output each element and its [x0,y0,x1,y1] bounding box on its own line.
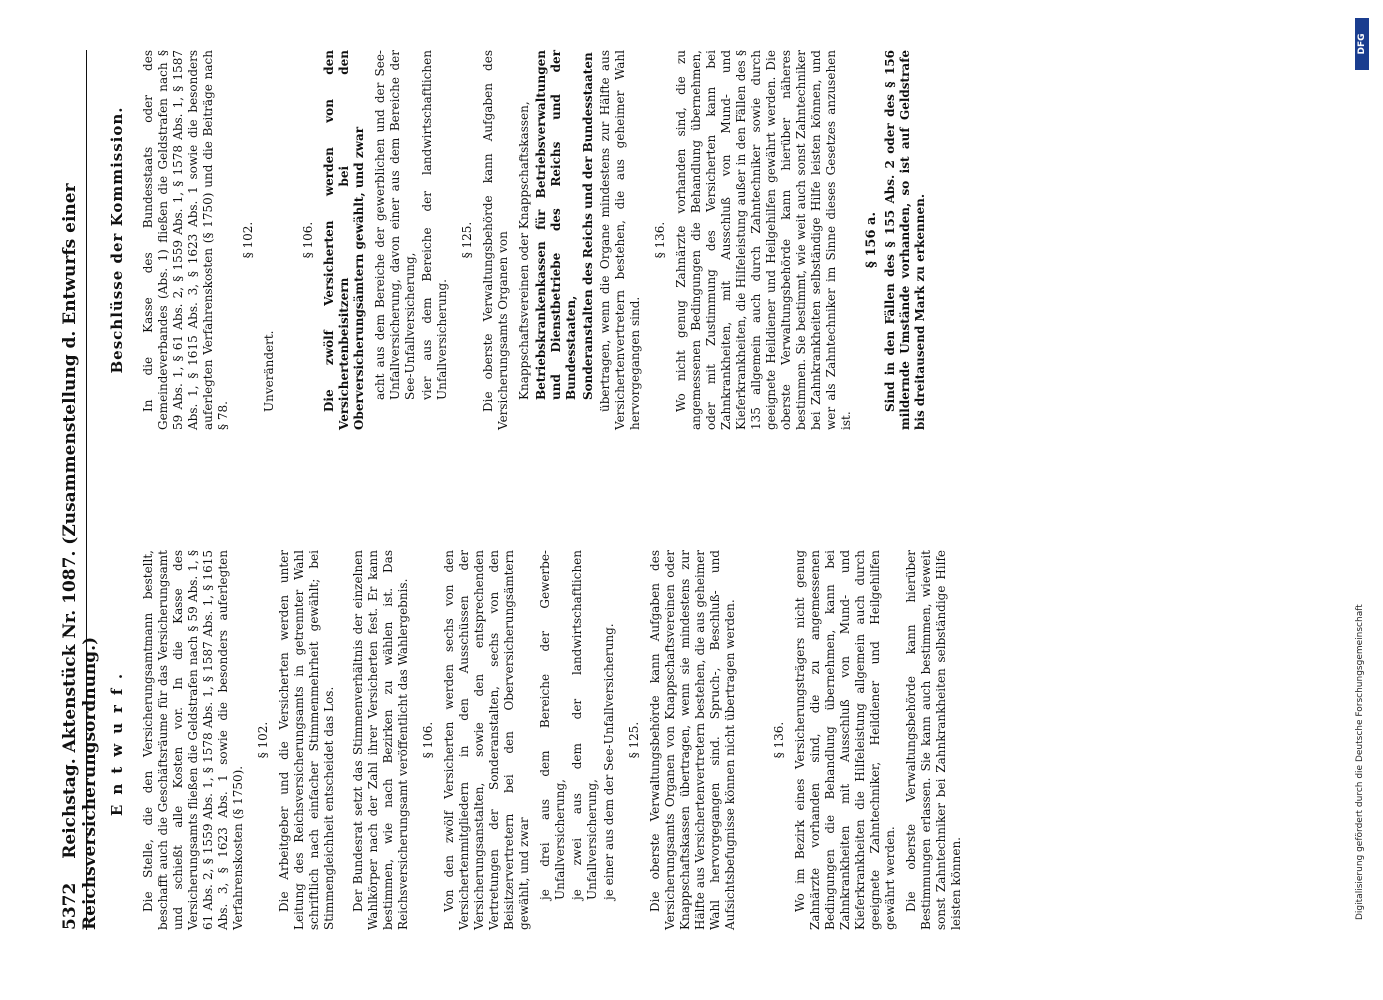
draft-paragraph: Von den zwölf Versicherten werden sechs von den Versichertenmitgliedern in den Ausschüssen der Versicherungsanstalten, sowie den entsprechenden Vertretungen der Sonderanstalten, sechs von den Beisitzervertretern bei den Oberversicherungsämtern gewählt, und zwar [442,550,531,930]
commission-paragraph: Die zwölf Versicherten werden von den Versichertenbeisitzern bei den Oberversicherungsämtern gewählt, und zwar [322,50,366,430]
section-number: § 136. [772,721,786,759]
section-number: § 102. [241,221,255,259]
draft-paragraph: Die oberste Verwaltungsbehörde kann Aufgaben des Versicherungsamts Organen von Knappschaftsvereinen oder Knappschaftskassen übertragen, wenn sie mindestens zur Hälfte aus Versichertenvertretern bestehen, die aus geheimer Wahl hervorgegangen sind. Spruch-, Beschluß- und Aufsichtsbefugnisse können nicht übertragen werden. [648,550,737,930]
draft-paragraph: Die oberste Verwaltungsbehörde kann hierüber Bestimmungen erlassen. Sie kann auch bestimmen, wieweit sonst Zahntechniker bei Zahnkrankheiten selbständige Hilfe leisten können. [904,550,963,930]
commission-list-item: Knappschaftsvereinen oder Knappschaftskassen, [517,101,531,400]
commission-paragraph: Wo nicht genug Zahnärzte vorhanden sind, die zu angemessenen Bedingungen die Behandlung übernehmen, oder mit Zustimmung des Versicherten kann bei Zahnkrankheiten, mit Ausschluß von Mund- und Kieferkrankheiten, die Hilfeleistung außer in den Fällen des § 135 allgemein auch durch Zahntechniker sowie durch geeignete Heildiener und Heilgehilfen gewährt werden. Die oberste Verwaltungsbehörde kann hierüber näheres bestimmen. Sie bestimmt, wie weit auch sonst Zahntechniker bei Zahnkrankheiten selbständige Hilfe leisten können, und wer als Zahntechniker im Sinne dieses Gesetzes anzusehen ist. [674,50,853,430]
draft-list-item: je einer aus dem der See-Unfallversicherung. [602,623,616,900]
header-rule [86,50,87,930]
page-header [60,50,100,930]
commission-paragraph: Die oberste Verwaltungsbehörde kann Aufgaben des Versicherungsamts Organen von [481,50,510,430]
draft-list-item: je zwei aus dem der landwirtschaftlichen Unfallversicherung, [570,550,599,900]
commission-list-item: acht aus dem Bereiche der gewerblichen und der See-Unfallversicherung, davon einer aus dem Bereiche der See-Unfallversicherung, [373,50,417,400]
commission-paragraph: übertragen, wenn die Organe mindestens zur Hälfte aus Versichertenvertretern bestehen, die aus geheimer Wahl hervorgegangen sind. [598,50,642,430]
section-number: § 156 a. [864,212,879,268]
draft-paragraph: Wo im Bezirk eines Versicherungsträgers nicht genug Zahnärzte vorhanden sind, die zu angemessenen Bedingungen die Behandlung übernehmen, kann bei Zahnkrankheiten mit Ausschluß von Mund- und Kieferkrankheiten die Hilfeleistung allgemein auch durch geeignete Zahntechniker, Heildiener und Heilgehilfen gewährt werden. [793,550,897,930]
section-number: § 106. [301,221,315,259]
document-title: Reichstag. Aktenstück Nr. 1087. (Zusammenstellung d. Entwurfs einer Reichsversicherungsordnung.) [60,183,100,930]
commission-list-item: Sonderanstalten des Reichs und der Bundesstaaten [581,52,595,400]
commission-list-item: vier aus dem Bereiche der landwirtschaftlichen Unfallversicherung. [420,50,449,400]
draft-heading: Entwurf. [108,663,126,817]
draft-paragraph: Der Bundesrat setzt das Stimmenverhältnis der einzelnen Wahlkörper nach der Zahl ihrer Versicherten fest. Er kann bestimmen, wie nach Bezirken zu wählen ist. Das Reichsversicherungsamt veröffentlicht das Wahlergebnis. [351,550,410,930]
commission-list-item: Betriebskrankenkassen für Betriebsverwaltungen und Dienstbetriebe des Reichs und der Bundesstaaten, [534,50,578,400]
page-number: 5372 [60,882,80,930]
commission-paragraph: Sind in den Fällen des § 155 Abs. 2 oder des § 156 mildernde Umstände vorhanden, so ist auf Geldstrafe bis dreitausend Mark zu erkennen. [883,50,927,430]
draft-column [110,550,970,930]
section-number: § 106. [421,721,435,759]
dfg-logo: DFG [1355,18,1369,70]
section-number: § 102. [256,721,270,759]
digitization-credit: Digitalisierung gefördert durch die Deutsche Forschungsgemeinschaft [1355,604,1365,920]
commission-column [110,50,934,430]
draft-list-item: je drei aus dem Bereiche der Gewerbe-Unfallversicherung, [538,550,567,900]
commission-heading: Beschlüsse der Kommission. [108,106,126,374]
section-number: § 125. [460,221,474,259]
section-number: § 136. [653,221,667,259]
commission-paragraph: In die Kasse des Bundesstaats oder des Gemeindeverbandes (Abs. 1) fließen die Geldstrafen nach § 59 Abs. 1, § 61 Abs. 2, § 1559 Abs. 1, § 1578 Abs. 1, § 1587 Abs. 1, § 1615 Abs. 3, § 1623 Abs. 1 sowie die besonders auferlegten Verfahrenskosten (§ 1750) und die Beiträge nach § 78. [141,50,230,430]
draft-paragraph: Die Stelle, die den Versicherungsamtmann bestellt, beschafft auch die Geschäftsräume für das Versicherungsamt und schießt alle Kosten vor. In die Kasse des Versicherungsamts fließen die Geldstrafen nach § 59 Abs. 1, § 61 Abs. 2, § 1559 Abs. 1, § 1578 Abs. 1, § 1587 Abs. 1, § 1615 Abs. 3, § 1623 Abs. 1 sowie die besonders auferlegten Verfahrenskosten (§ 1750). [141,550,245,930]
draft-paragraph: Die Arbeitgeber und die Versicherten werden unter Leitung des Reichsversicherungsamts in getrennter Wahl schriftlich nach einfacher Stimmenmehrheit gewählt; bei Stimmengleichheit entscheidet das Los. [277,550,336,930]
commission-paragraph: Unverändert. [262,330,276,412]
section-number: § 125. [627,721,641,759]
